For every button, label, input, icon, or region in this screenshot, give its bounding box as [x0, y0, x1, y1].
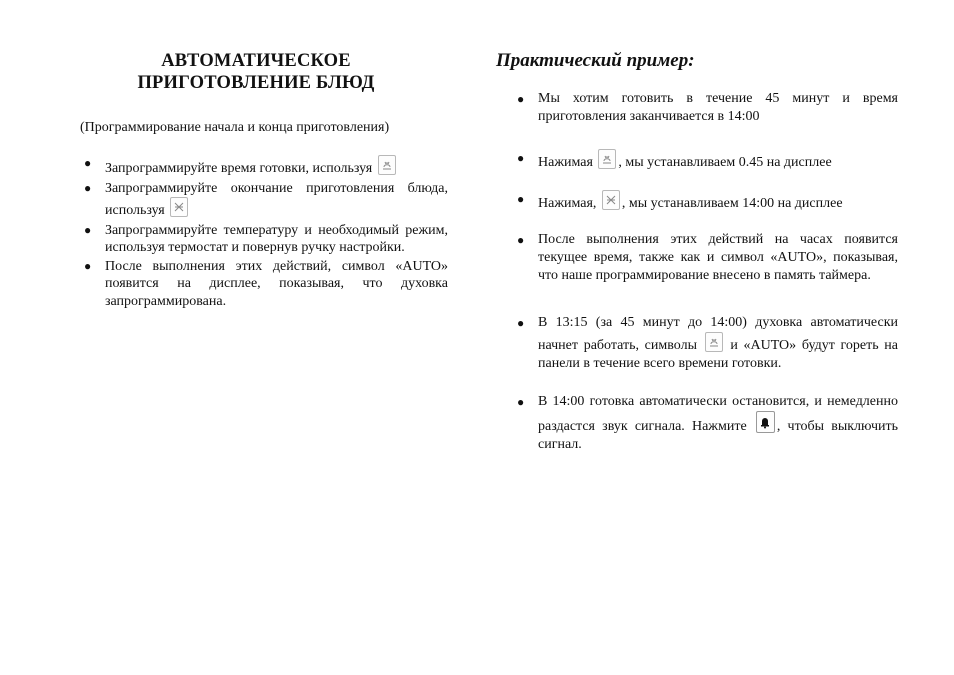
item-text: Запрограммируйте окончание приготовления блюда, используя: [105, 180, 448, 218]
item-text: Мы хотим готовить в течение 45 минут и время приготовления заканчивается в 14:00: [538, 91, 898, 124]
item-text: Запрограммируйте время готовки, используя: [105, 161, 373, 176]
bullet-icon: ●: [517, 192, 525, 206]
list-item: [496, 190, 898, 213]
instructions-list: [80, 155, 448, 311]
title-line-2: ПРИГОТОВЛЕНИЕ БЛЮД: [137, 73, 375, 93]
bullet-icon: ●: [517, 233, 525, 247]
bullet-icon: ●: [517, 316, 525, 330]
cooking-duration-icon: [598, 149, 616, 169]
bullet-icon: ●: [84, 156, 92, 170]
cooking-duration-icon: [705, 332, 723, 352]
bullet-icon: ●: [84, 258, 92, 273]
bullet-icon: ●: [84, 180, 92, 195]
bullet-icon: ●: [517, 395, 525, 409]
list-item: [496, 90, 898, 126]
item-text-before: Нажимая,: [538, 196, 600, 211]
cooking-duration-icon: [378, 155, 396, 175]
subtitle: (Программирование начала и конца приготовления): [80, 120, 390, 135]
list-item: [496, 231, 898, 285]
list-item: [80, 222, 448, 257]
example-title: Практический пример:: [496, 50, 695, 71]
item-text: Запрограммируйте температуру и необходимый режим, используя термостат и повернув ручку настройки.: [105, 222, 448, 255]
bullet-icon: ●: [517, 92, 525, 106]
page-title: [80, 50, 432, 94]
example-list: [496, 90, 898, 454]
bell-icon: [756, 411, 775, 433]
list-item: [80, 155, 448, 178]
list-item: [80, 258, 448, 311]
item-text-before: В 14:00 готовка автоматически остановится, и немедленно раздастся звук сигнала. Нажмите: [538, 394, 898, 434]
cooking-end-icon: [602, 190, 620, 210]
item-text-after: , мы устанавливаем 14:00 на дисплее: [621, 196, 843, 211]
item-text: После выполнения этих действий на часах появится текущее время, также как и символ «AUTO», показывая, что наше программирование внесено в память таймера.: [538, 232, 898, 283]
bullet-icon: ●: [517, 151, 525, 165]
item-text: После выполнения этих действий, символ «AUTO» появится на дисплее, показывая, что духовка запрограммирована.: [105, 258, 448, 309]
list-item: [496, 149, 898, 172]
bullet-icon: ●: [84, 222, 92, 237]
item-text-after: , чтобы выключить сигнал.: [538, 419, 898, 452]
list-item: [496, 393, 898, 454]
item-text-after: , мы устанавливаем 0.45 на дисплее: [618, 155, 832, 170]
item-text-after: и «AUTO» будут гореть на панели в течение всего времени готовки.: [538, 338, 898, 371]
title-line-1: АВТОМАТИЧЕСКОЕ: [161, 51, 351, 71]
item-text-before: Нажимая: [538, 155, 597, 170]
cooking-end-icon: [170, 197, 188, 217]
list-item: [496, 314, 898, 373]
list-item: [80, 180, 448, 220]
item-text-before: В 13:15 (за 45 минут до 14:00) духовка автоматически начнет работать, символы: [538, 315, 898, 353]
